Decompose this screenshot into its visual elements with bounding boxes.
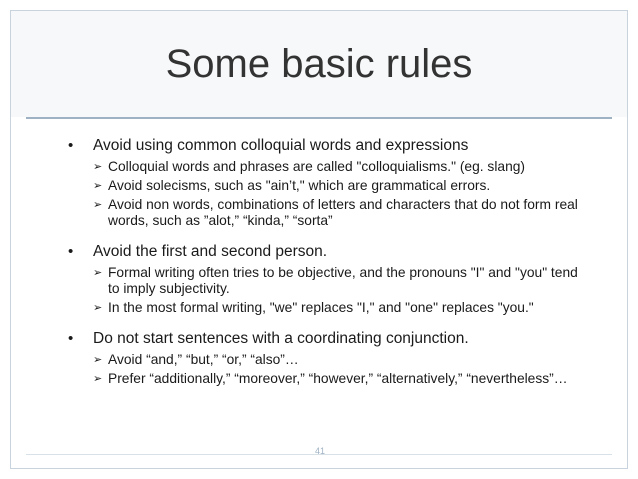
bullet-text: Avoid the first and second person.	[93, 243, 328, 260]
arrow-bullet-icon: ➢	[93, 180, 103, 192]
sub-bullet-text: Avoid “and,” “but,” “or,” “also”…	[108, 352, 299, 367]
arrow-bullet-icon: ➢	[93, 161, 103, 173]
sub-bullet-list	[62, 265, 582, 316]
bullet-group	[62, 242, 582, 316]
arrow-bullet-icon: ➢	[93, 302, 103, 314]
slide-content	[62, 136, 582, 400]
slide-title: Some basic rules	[165, 42, 473, 86]
sub-bullet-item	[93, 197, 582, 229]
title-divider	[26, 117, 612, 119]
sub-bullet-list	[62, 159, 582, 229]
bullet-text: Avoid using common colloquial words and expressions	[93, 137, 469, 154]
bullet-group	[62, 136, 582, 229]
sub-bullet-text: Formal writing often tries to be objective, and the pronouns "I" and "you" tend to imply subjectivity.	[108, 265, 578, 296]
bullet-dot-icon: •	[68, 330, 74, 347]
bullet-item	[62, 329, 582, 348]
bullet-dot-icon: •	[68, 137, 74, 154]
arrow-bullet-icon: ➢	[93, 267, 103, 279]
sub-bullet-text: In the most formal writing, "we" replaces "I," and "one" replaces "you."	[108, 300, 534, 315]
sub-bullet-item	[93, 178, 582, 194]
sub-bullet-item	[93, 300, 582, 316]
sub-bullet-item	[93, 352, 582, 368]
bullet-group	[62, 329, 582, 387]
bullet-text: Do not start sentences with a coordinating conjunction.	[93, 330, 469, 347]
sub-bullet-item	[93, 159, 582, 175]
sub-bullet-text: Avoid non words, combinations of letters and characters that do not form real words, such as ”alot,” “kinda,” “sorta”	[108, 197, 578, 228]
bullet-item	[62, 136, 582, 155]
sub-bullet-text: Avoid solecisms, such as "ain’t," which are grammatical errors.	[108, 178, 491, 193]
arrow-bullet-icon: ➢	[93, 373, 103, 385]
sub-bullet-text: Colloquial words and phrases are called "colloquialisms." (eg. slang)	[108, 159, 526, 174]
arrow-bullet-icon: ➢	[93, 354, 103, 366]
sub-bullet-text: Prefer “additionally,” “moreover,” “however,” “alternatively,” “nevertheless”…	[108, 371, 568, 386]
bullet-dot-icon: •	[68, 243, 74, 260]
bullet-item	[62, 242, 582, 261]
sub-bullet-list	[62, 352, 582, 387]
page-number: 41	[314, 446, 325, 456]
arrow-bullet-icon: ➢	[93, 199, 103, 211]
sub-bullet-item	[93, 371, 582, 387]
sub-bullet-item	[93, 265, 582, 297]
